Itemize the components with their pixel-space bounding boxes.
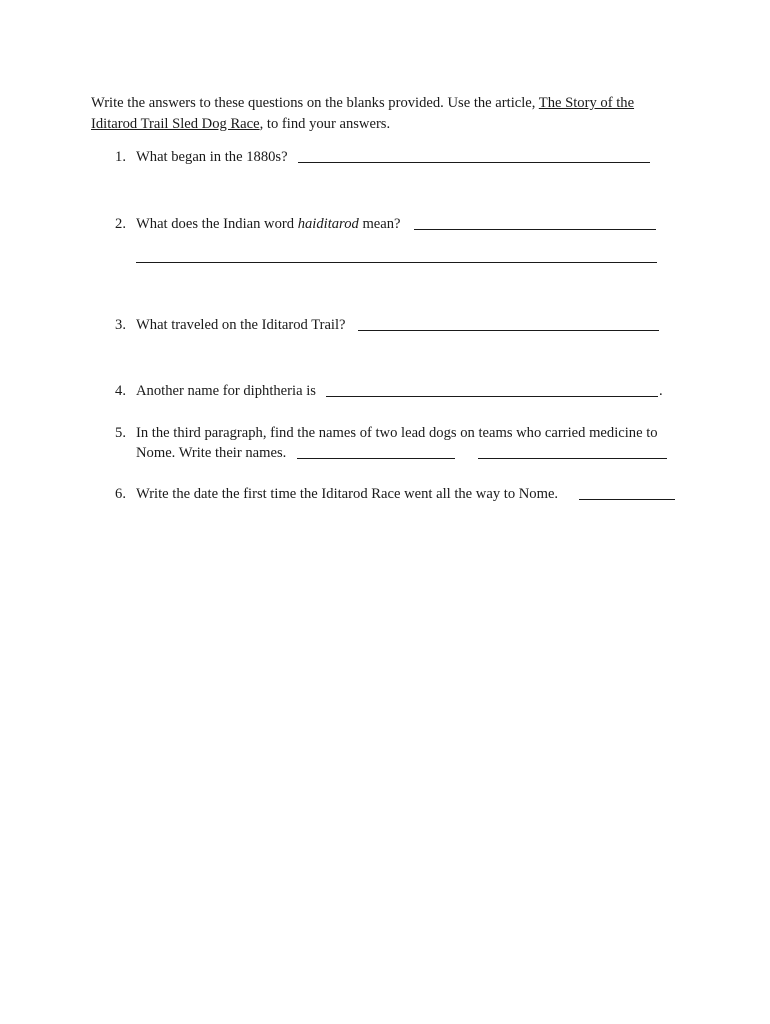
question-4-answer-blank[interactable]	[326, 396, 658, 397]
article-title-part-1: The Story of the	[538, 95, 635, 111]
question-2-answer-blank[interactable]	[414, 229, 656, 230]
question-1-answer-blank[interactable]	[298, 162, 650, 163]
question-5-text-line-1: In the third paragraph, find the names of two lead dogs on teams who carried medicine to	[136, 425, 658, 441]
question-6-text: Write the date the first time the Iditarod Race went all the way to Nome.	[136, 486, 559, 502]
question-3-text: What traveled on the Iditarod Trail?	[136, 317, 346, 333]
instructions-text-end: , to find your answers.	[259, 116, 391, 132]
question-6-number: 6.	[115, 486, 126, 502]
instructions-line-1	[91, 94, 634, 112]
question-4-period: .	[659, 383, 663, 399]
question-5-text-line-2: Nome. Write their names.	[136, 445, 287, 461]
question-2-italic-word: haiditarod	[297, 216, 359, 232]
question-3-number: 3.	[115, 317, 126, 333]
question-1-text: What began in the 1880s?	[136, 149, 288, 165]
question-2-number: 2.	[115, 216, 126, 232]
article-title-part-2: Iditarod Trail Sled Dog Race	[91, 116, 260, 132]
question-2-text: What does the Indian word haiditarod mean?	[136, 216, 401, 232]
instructions-line-2	[91, 115, 390, 133]
question-5-answer-blank-2[interactable]	[478, 458, 667, 459]
question-5-answer-blank-1[interactable]	[297, 458, 455, 459]
question-4-text: Another name for diphtheria is	[136, 383, 316, 399]
question-2-answer-blank-line-2[interactable]	[136, 262, 657, 263]
question-6-answer-blank[interactable]	[579, 499, 675, 500]
question-4-number: 4.	[115, 383, 126, 399]
instructions-text: Write the answers to these questions on the blanks provided. Use the article,	[91, 95, 539, 111]
question-1-number: 1.	[115, 149, 126, 165]
question-5-number: 5.	[115, 425, 126, 441]
question-3-answer-blank[interactable]	[358, 330, 659, 331]
